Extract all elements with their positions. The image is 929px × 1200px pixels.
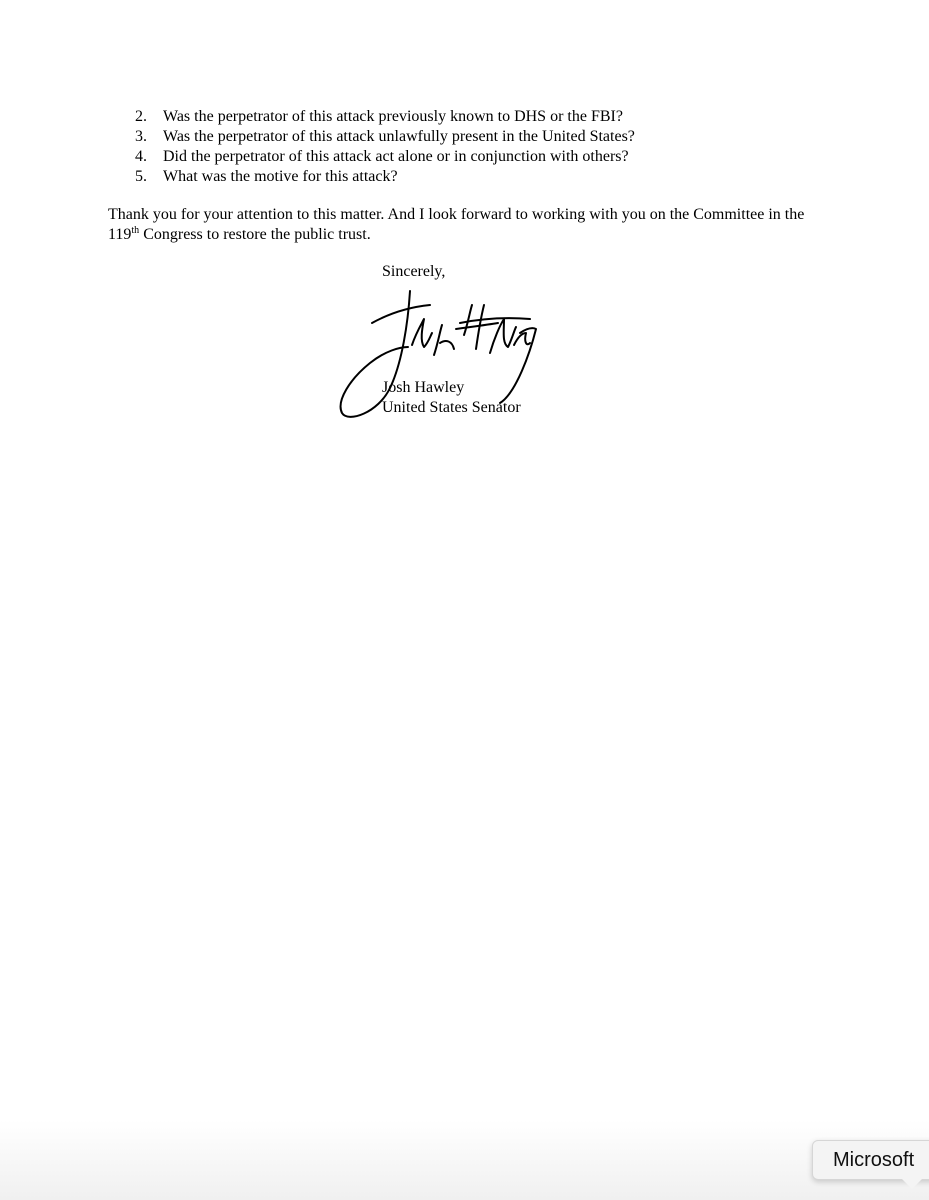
question-number: 5.: [135, 168, 147, 185]
closing-paragraph: [108, 205, 838, 245]
question-item: [135, 107, 635, 127]
tooltip-label: Microsoft: [833, 1149, 915, 1171]
question-list: [135, 107, 635, 187]
question-number: 4.: [135, 148, 147, 165]
question-item: [135, 147, 635, 167]
question-text: Was the perpetrator of this attack unlawfully present in the United States?: [163, 128, 635, 145]
question-item: [135, 167, 635, 187]
signer-title: United States Senator: [382, 399, 521, 416]
question-item: [135, 127, 635, 147]
question-text: Was the perpetrator of this attack previously known to DHS or the FBI?: [163, 108, 623, 125]
tooltip-pointer: [902, 1179, 922, 1189]
question-number: 2.: [135, 108, 147, 125]
ordinal-superscript: th: [131, 225, 140, 236]
question-number: 3.: [135, 128, 147, 145]
signer-name: Josh Hawley: [382, 379, 465, 396]
closing-text: Thank you for your attention to this matter. And I look forward to working with you on the Committee in the 119: [108, 206, 805, 243]
salutation: Sincerely,: [382, 263, 446, 280]
closing-text-end: Congress to restore the public trust.: [139, 226, 371, 243]
question-text: What was the motive for this attack?: [163, 168, 398, 185]
question-text: Did the perpetrator of this attack act alone or in conjunction with others?: [163, 148, 629, 165]
bottom-fade: [0, 1120, 929, 1200]
microsoft-tooltip[interactable]: [812, 1140, 929, 1180]
